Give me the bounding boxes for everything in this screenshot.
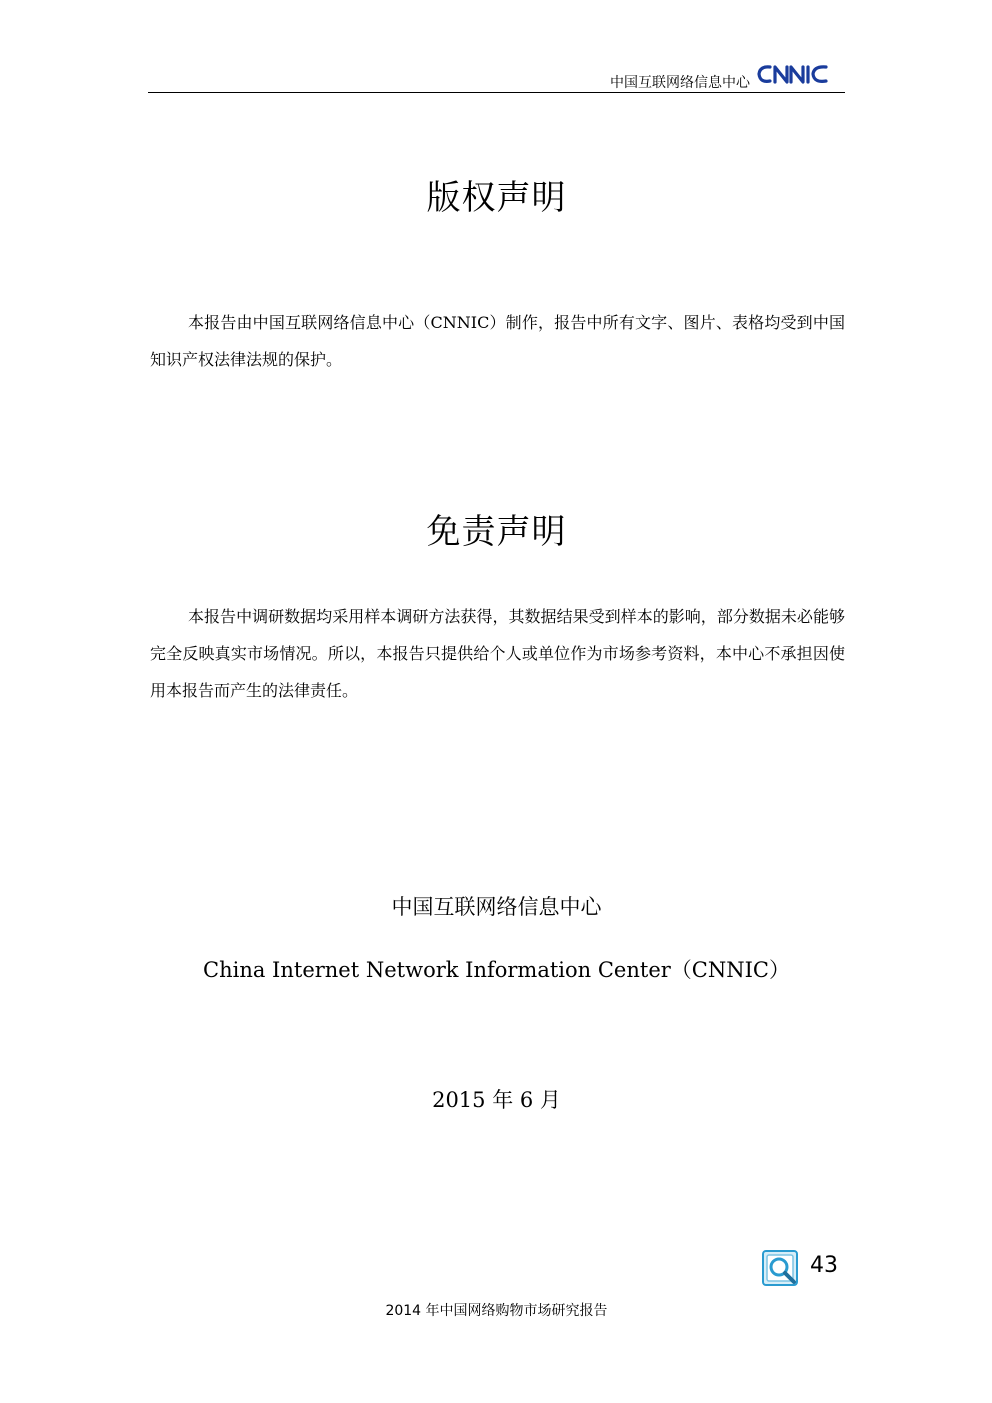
page-number: 43 — [810, 1253, 838, 1278]
header-divider — [148, 92, 845, 93]
disclaimer-title: 免责声明 — [426, 512, 567, 552]
signature-date: 2015 年 6 月 — [432, 1088, 561, 1112]
copyright-text: 本报告由中国互联网络信息中心（CNNIC）制作，报告中所有文字、图片、表格均受到中国知识产权法律法规的保护。 — [150, 313, 845, 369]
cnnic-logo-text — [716, 42, 717, 43]
disclaimer-text: 本报告中调研数据均采用样本调研方法获得，其数据结果受到样本的影响，部分数据未必能够完全反映真实市场情况。所以，本报告只提供给个人或单位作为市场参考资料，本中心不承担因使用本报告而产生的法律责任。 — [150, 607, 845, 700]
signature-org-name-en: China Internet Network Information Center（CNNIC） — [203, 958, 790, 982]
magnifier-report-icon — [762, 1250, 800, 1288]
cnnic-logo — [756, 62, 838, 86]
header-org-name: 中国互联网络信息中心 — [610, 75, 750, 91]
signature-org-name-cn: 中国互联网络信息中心 — [391, 895, 602, 919]
footer-report-title: 2014 年中国网络购物市场研究报告 — [385, 1303, 608, 1319]
copyright-title: 版权声明 — [426, 178, 567, 218]
